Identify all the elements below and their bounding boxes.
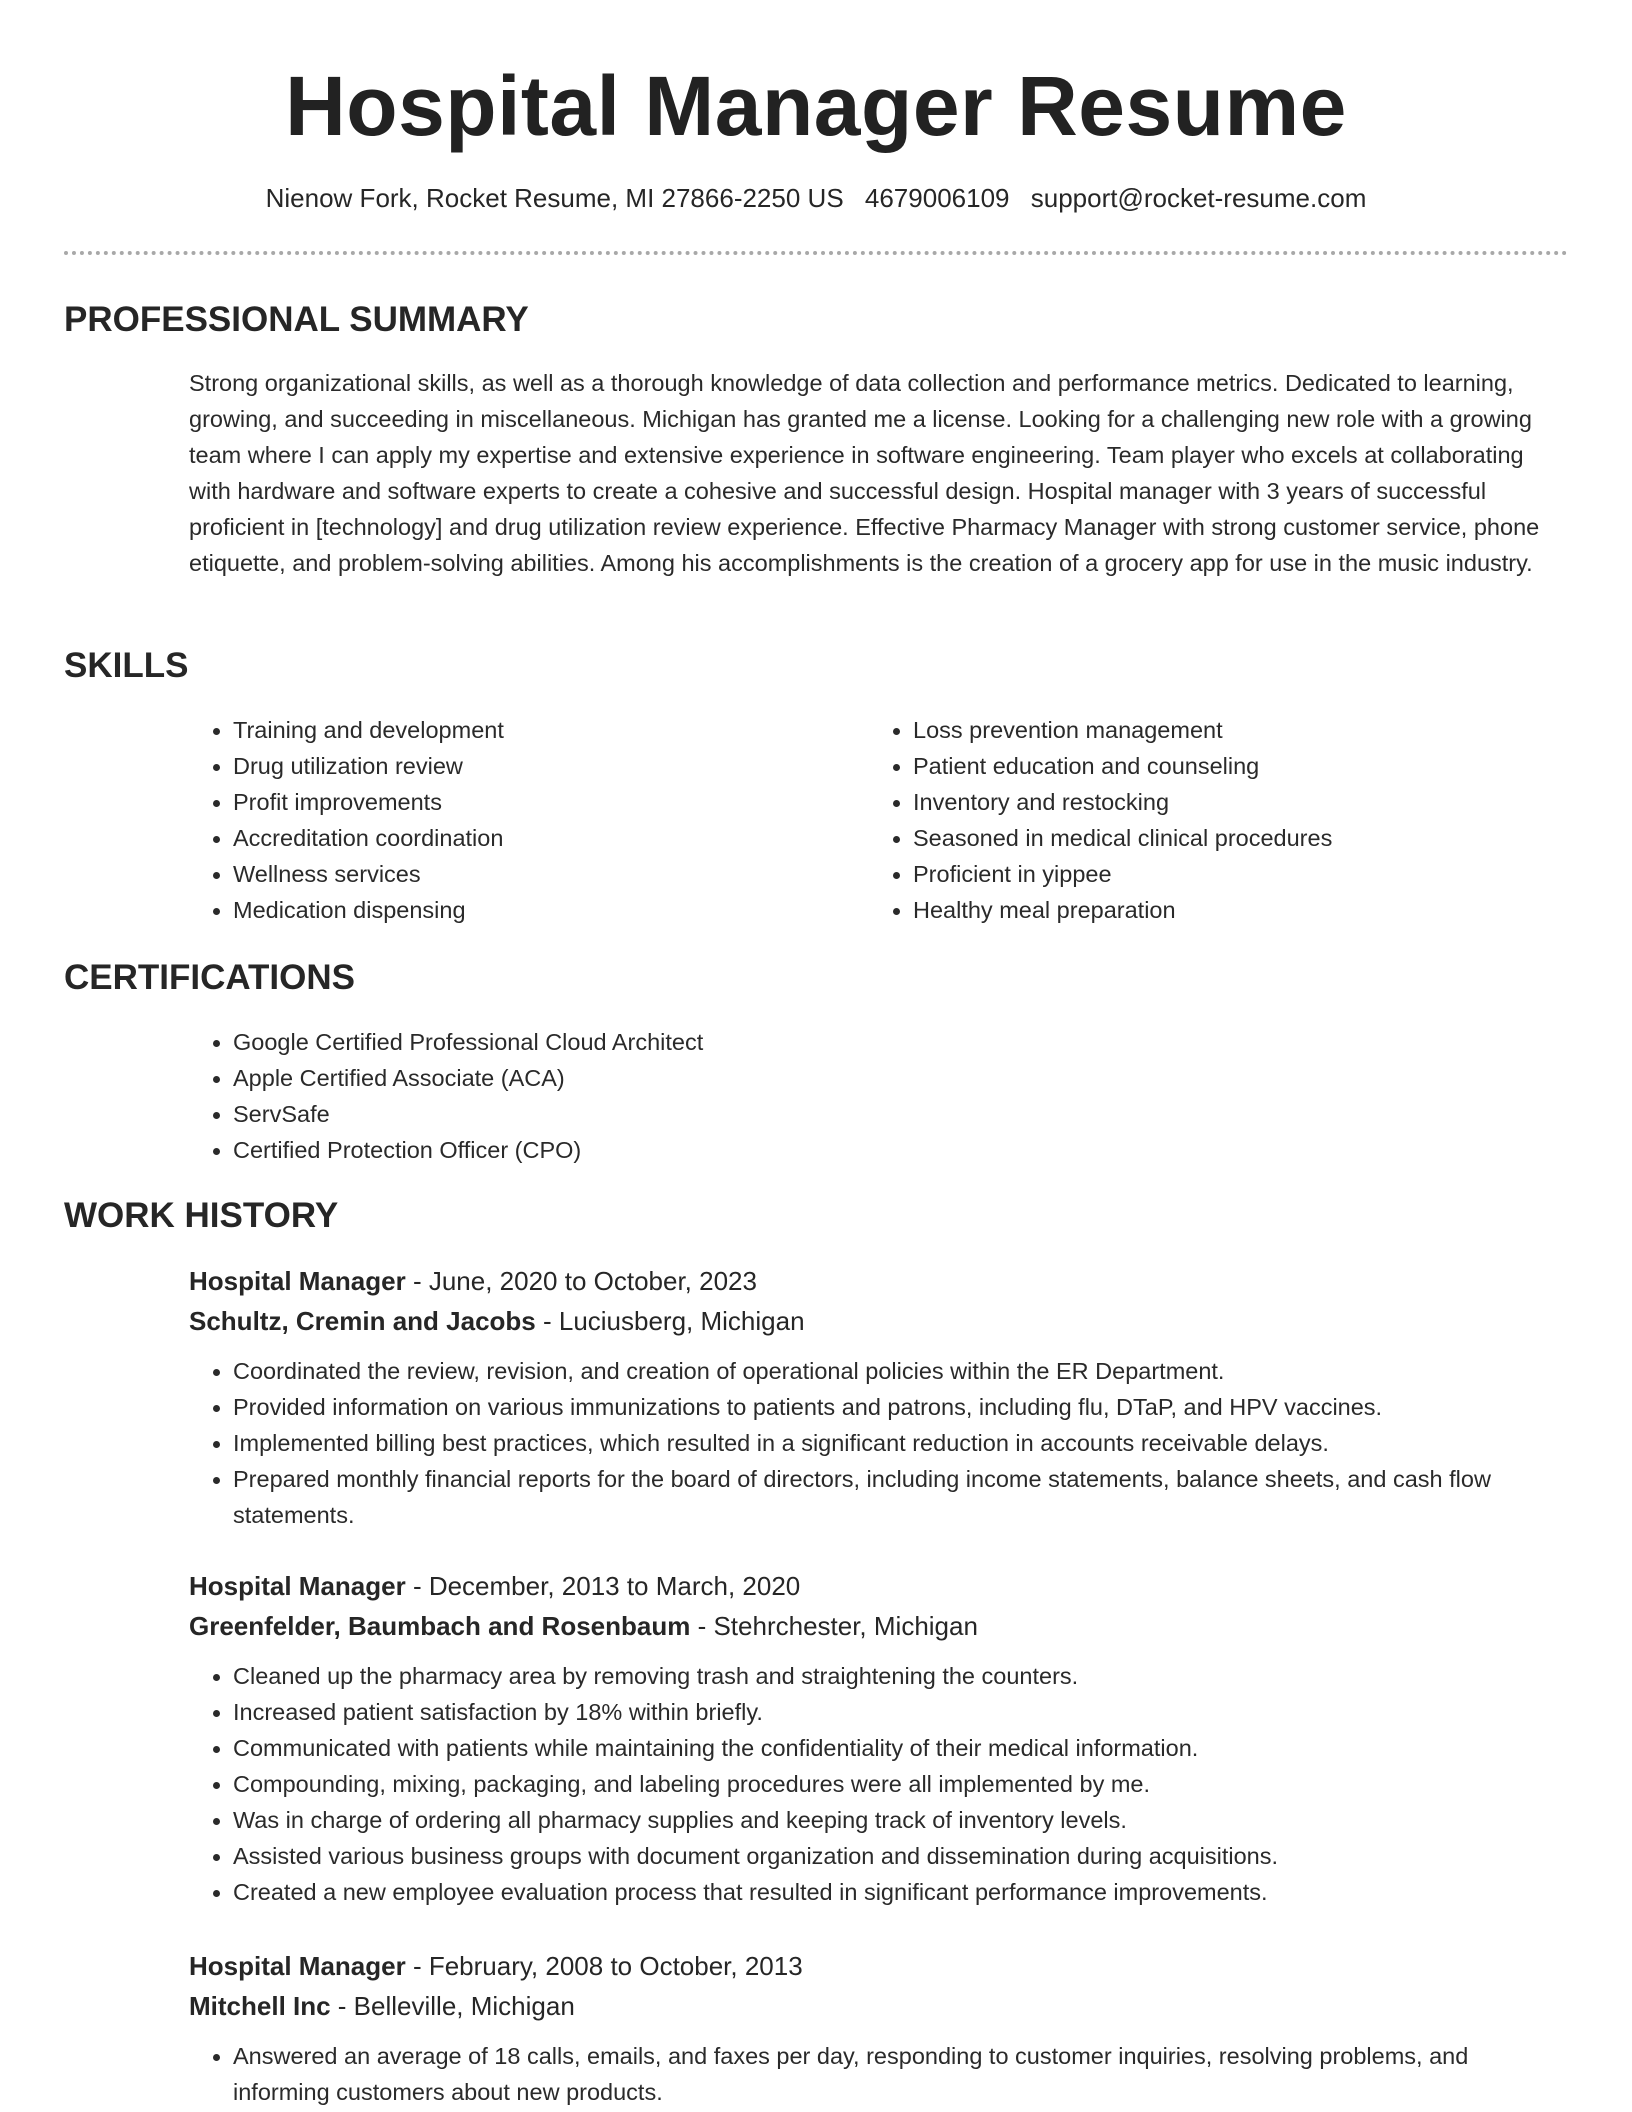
skill-item: • Wellness services	[233, 856, 809, 892]
job-duty: • Prepared monthly financial reports for the board of directors, including income statements, balance sheets, and cash flow statements.	[233, 1461, 1567, 1533]
job-dates: - December, 2013 to March, 2020	[405, 1571, 801, 1601]
skills-list-right	[869, 712, 1569, 928]
skill-item: • Medication dispensing	[233, 892, 809, 928]
summary-heading: PROFESSIONAL SUMMARY	[64, 300, 529, 339]
job-dates: - February, 2008 to October, 2013	[405, 1951, 803, 1981]
job-duties-list	[189, 1353, 1567, 1533]
certifications-list	[189, 1024, 1189, 1168]
certifications-heading: CERTIFICATIONS	[64, 958, 356, 997]
skill-item: • Proficient in yippee	[913, 856, 1569, 892]
certification-item: • Certified Protection Officer (CPO)	[233, 1132, 1189, 1168]
job-duty: • Assisted various business groups with document organization and dissemination during acquisitions.	[233, 1838, 1567, 1874]
skill-item: • Drug utilization review	[233, 748, 809, 784]
job-duty: • Coordinated the review, revision, and creation of operational policies within the ER Department.	[233, 1353, 1567, 1389]
job-duty: • Was in charge of ordering all pharmacy supplies and keeping track of inventory levels.	[233, 1802, 1567, 1838]
job-company: Schultz, Cremin and Jacobs	[189, 1306, 536, 1336]
skills-heading: SKILLS	[64, 646, 189, 685]
skill-item: • Healthy meal preparation	[913, 892, 1569, 928]
job-duties-list	[189, 1658, 1567, 1910]
job-title: Hospital Manager	[189, 1266, 406, 1296]
job-location: - Belleville, Michigan	[330, 1991, 575, 2021]
summary-text: Strong organizational skills, as well as a thorough knowledge of data collection and performance metrics. Dedicated to learning, growing, and succeeding in miscellaneous. Michigan has granted me a license. Looking for a challenging new role with a growing team where I can apply my expertise and extensive experience in software engineering. Team player who excels at collaborating with hardware and software experts to create a cohesive and successful design. Hospital manager with 3 years of successful proficient in [technology] and drug utilization review experience. Effective Pharmacy Manager with strong customer service, phone etiquette, and problem-solving abilities. Among his accomplishments is the creation of a grocery app for use in the music industry.	[189, 370, 1540, 576]
work-history-heading: WORK HISTORY	[64, 1196, 339, 1235]
job-duty: • Provided information on various immunizations to patients and patrons, including flu, DTaP, and HPV vaccines.	[233, 1389, 1567, 1425]
job-location: - Stehrchester, Michigan	[690, 1611, 978, 1641]
skills-column-left	[189, 712, 809, 928]
skill-item: • Seasoned in medical clinical procedures	[913, 820, 1569, 856]
contact-address: Nienow Fork, Rocket Resume, MI 27866-2250 US	[265, 183, 844, 213]
job-duty: • Implemented billing best practices, which resulted in a significant reduction in accounts receivable delays.	[233, 1425, 1567, 1461]
skills-list-left	[189, 712, 809, 928]
skill-item: • Loss prevention management	[913, 712, 1569, 748]
contact-phone: 4679006109	[864, 183, 1010, 213]
skill-item: • Profit improvements	[233, 784, 809, 820]
job-company-line	[189, 1606, 1567, 1646]
resume-title: Hospital Manager Resume	[285, 59, 1347, 153]
job-title-line	[189, 1566, 1567, 1606]
job-duty: • Answered an average of 18 calls, emails, and faxes per day, responding to customer inquiries, resolving problems, and informing customers about new products.	[233, 2038, 1567, 2110]
job-company-line	[189, 1301, 1567, 1341]
skill-item: • Patient education and counseling	[913, 748, 1569, 784]
job-dates: - June, 2020 to October, 2023	[405, 1266, 757, 1296]
certifications-block	[189, 1024, 1189, 1168]
certification-item: • Google Certified Professional Cloud Architect	[233, 1024, 1189, 1060]
job-company-line	[189, 1986, 1567, 2026]
job-entry	[189, 1946, 1567, 2110]
skill-item: • Accreditation coordination	[233, 820, 809, 856]
job-location: - Luciusberg, Michigan	[535, 1306, 805, 1336]
job-title: Hospital Manager	[189, 1571, 406, 1601]
skill-item: • Inventory and restocking	[913, 784, 1569, 820]
skills-column-right	[869, 712, 1569, 928]
job-duty: • Created a new employee evaluation process that resulted in significant performance improvements.	[233, 1874, 1567, 1910]
certification-item: • Apple Certified Associate (ACA)	[233, 1060, 1189, 1096]
header-divider	[64, 251, 1568, 255]
contact-email: support@rocket-resume.com	[1030, 183, 1367, 213]
job-duty: • Communicated with patients while maintaining the confidentiality of their medical information.	[233, 1730, 1567, 1766]
job-company: Greenfelder, Baumbach and Rosenbaum	[189, 1611, 691, 1641]
job-title-line	[189, 1261, 1567, 1301]
job-company: Mitchell Inc	[189, 1991, 331, 2021]
job-duty: • Compounding, mixing, packaging, and labeling procedures were all implemented by me.	[233, 1766, 1567, 1802]
job-entry	[189, 1261, 1567, 1533]
job-duties-list	[189, 2038, 1567, 2110]
certification-item: • ServSafe	[233, 1096, 1189, 1132]
job-entry	[189, 1566, 1567, 1910]
skill-item: • Training and development	[233, 712, 809, 748]
job-title-line	[189, 1946, 1567, 1986]
contact-line	[0, 180, 1632, 216]
job-duty: • Increased patient satisfaction by 18% within briefly.	[233, 1694, 1567, 1730]
job-duty: • Cleaned up the pharmacy area by removing trash and straightening the counters.	[233, 1658, 1567, 1694]
job-title: Hospital Manager	[189, 1951, 406, 1981]
